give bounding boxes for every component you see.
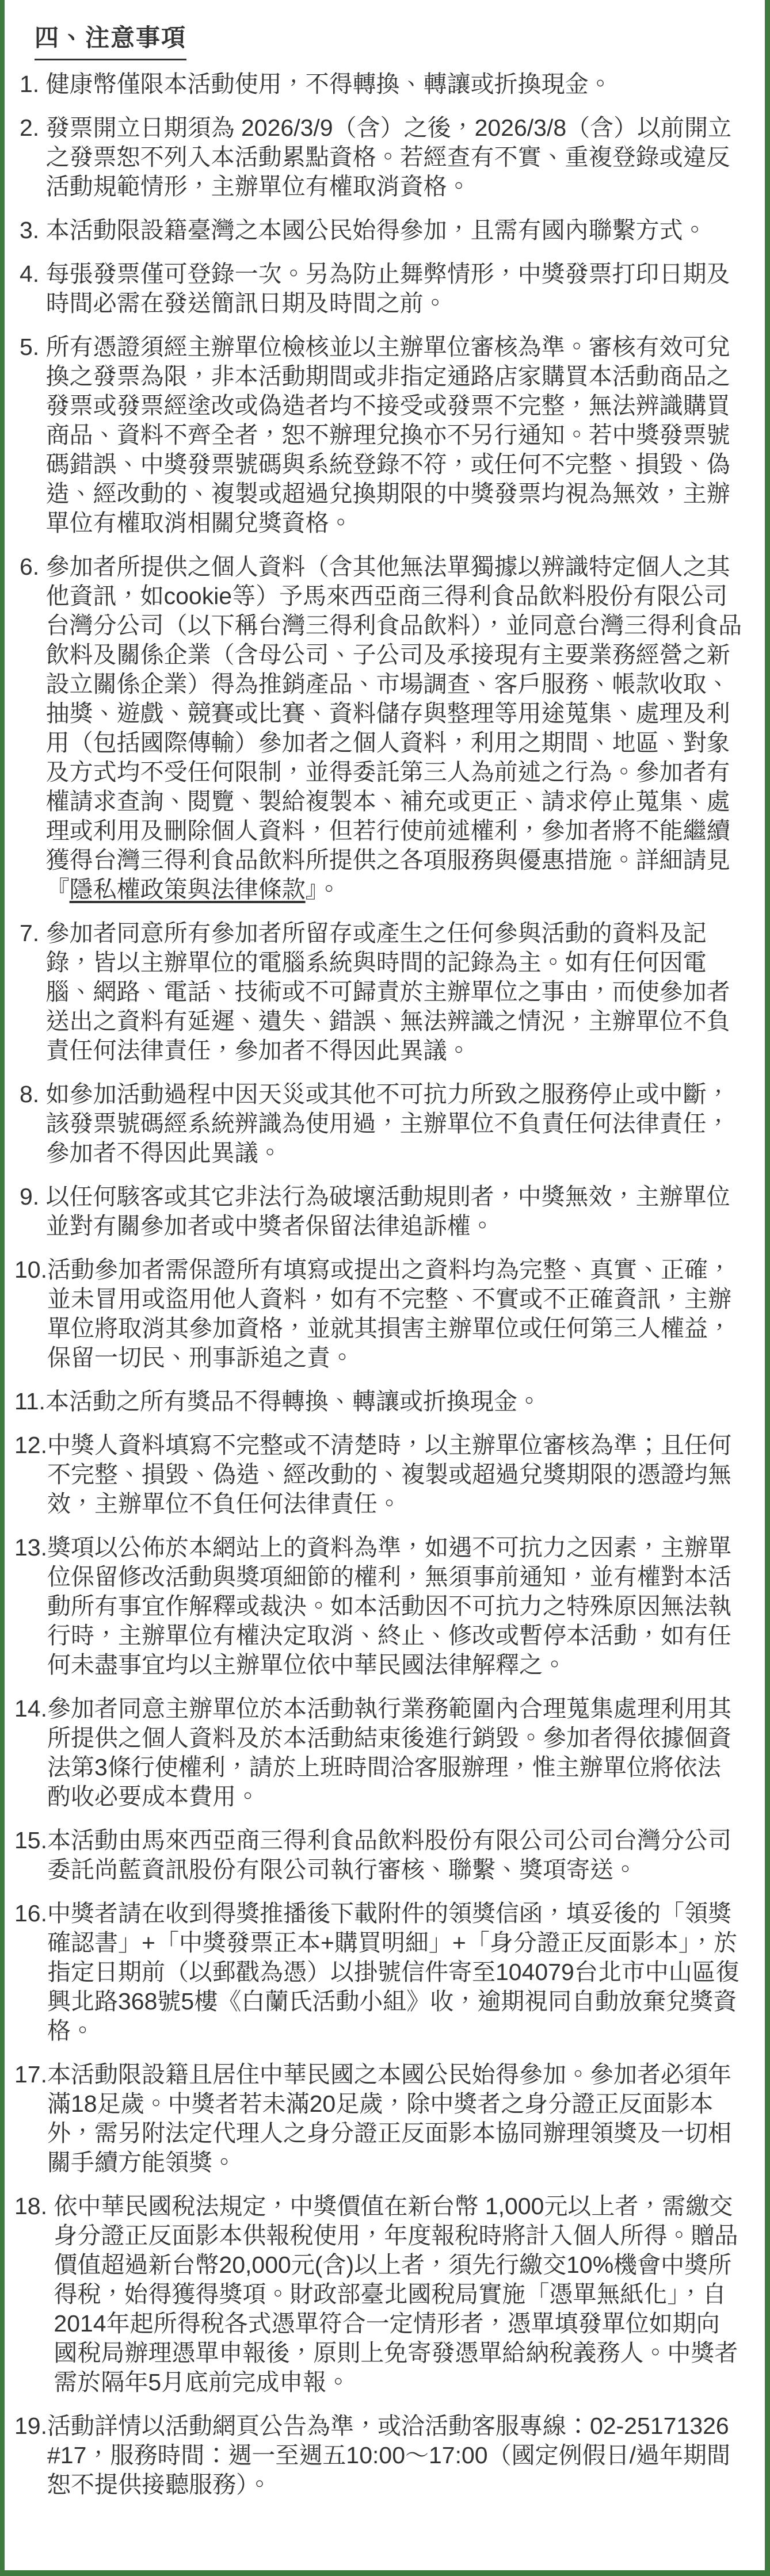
section-title: 四、注意事項 [35, 23, 186, 60]
item-number: 5. [20, 333, 46, 360]
item-text: 參加者同意所有參加者所留存或產生之任何參與活動的資料及記錄，皆以主辦單位的電腦系統與時間的記錄為主。如有任何因電腦、網路、電話、技術或不可歸責於主辦單位之事由，而使參加者送出之資料有延遲、遺失、錯誤、無法辨識之情況，主辦單位不負責任何法律責任，參加者不得因此異議。 [45, 919, 730, 1064]
notice-item-15 [14, 1826, 743, 1885]
item-number: 11. [14, 1388, 45, 1415]
item-number: 13. [14, 1534, 47, 1561]
item-number: 4. [20, 260, 46, 287]
notice-item-17 [14, 2060, 743, 2177]
item-text: 參加者同意主辦單位於本活動執行業務範圍內合理蒐集處理利用其所提供之個人資料及於本活動結束後進行銷毀。參加者得依據個資法第3條行使權利，請於上班時間洽客服辦理，惟主辦單位將依法酌收必要成本費用。 [47, 1695, 731, 1810]
notice-section [5, 0, 765, 2499]
item-text-after-link: 』。 [305, 876, 341, 903]
notice-item-11 [14, 1387, 743, 1416]
item-number: 18. [14, 2192, 54, 2219]
notice-list [14, 70, 743, 2499]
item-text-before-link: 參加者所提供之個人資料（含其他無法單獨據以辨識特定個人之其他資訊，如cookie等）予馬來西亞商三得利食品飲料股份有限公司台灣分公司（以下稱台灣三得利食品飲料），並同意台灣三得利食品飲料及關係企業（含母公司、子公司及承接現有主要業務經營之新設立關係企業）得為推銷產品、市場調查、客戶服務、帳款收取、抽獎、遊戲、競賽或比賽、資料儲存與整理等用途蒐集、處理及利用（包括國際傳輸）參加者之個人資料，利用之期間、地區、對象及方式均不受任何限制，並得委託第三人為前述之行為。參加者有權請求查詢、閱覽、製給複製本、補充或更正、請求停止蒐集、處理或利用及刪除個人資料，但若行使前述權利，參加者將不能繼續獲得台灣三得利食品飲料所提供之各項服務與優惠措施。詳細請見『 [45, 553, 742, 903]
item-number: 12. [14, 1431, 47, 1458]
item-number: 19. [14, 2412, 47, 2439]
notice-item-1 [14, 70, 743, 99]
item-text: 本活動由馬來西亞商三得利食品飲料股份有限公司公司台灣分公司委託尚藍資訊股份有限公司執行審核、聯繫、獎項寄送。 [47, 1826, 731, 1883]
item-number: 10. [14, 1256, 47, 1283]
item-number: 7. [20, 919, 46, 946]
item-number: 3. [20, 216, 46, 243]
notice-item-6 [14, 552, 743, 904]
item-text: 以任何駭客或其它非法行為破壞活動規則者，中獎無效，主辦單位並對有關參加者或中獎者保留法律追訴權。 [45, 1183, 730, 1239]
notice-item-14 [14, 1694, 743, 1811]
notice-item-3 [14, 216, 743, 245]
item-text: 發票開立日期須為 2026/3/9（含）之後，2026/3/8（含）以前開立之發票恕不列入本活動累點資格。若經查有不實、重複登錄或違反活動規範情形，主辦單位有權取消資格。 [45, 114, 732, 200]
item-number: 8. [20, 1080, 46, 1107]
item-text: 活動詳情以活動網頁公告為準，或洽活動客服專線：02-25171326 #17，服務時間：週一至週五10:00～17:00（國定例假日/過年期間恕不提供接聽服務）。 [47, 2412, 730, 2498]
notice-item-18 [14, 2192, 743, 2397]
notice-item-4 [14, 259, 743, 318]
item-text: 中獎者請在收到得獎推播後下載附件的領獎信函，填妥後的「領獎確認書」+「中獎發票正本+購買明細」+「身分證正反面影本」，於指定日期前（以郵戳為憑）以掛號信件寄至104079台北市中山區復興北路368號5樓《白蘭氏活動小組》收，逾期視同自動放棄兌獎資格。 [47, 1899, 739, 2044]
item-text: 活動參加者需保證所有填寫或提出之資料均為完整、真實、正確，並未冒用或盜用他人資料，如有不完整、不實或不正確資訊，主辦單位將取消其參加資格，並就其損害主辦單位或任何第三人權益，保留一切民、刑事訴追之責。 [47, 1256, 731, 1371]
notice-item-19 [14, 2411, 743, 2499]
item-number: 6. [20, 553, 46, 580]
notice-item-8 [14, 1080, 743, 1168]
item-number: 15. [14, 1826, 47, 1853]
item-text: 如參加活動過程中因天災或其他不可抗力所致之服務停止或中斷，該發票號碼經系統辨識為使用過，主辦單位不負責任何法律責任，參加者不得因此異議。 [45, 1080, 730, 1166]
privacy-policy-link[interactable]: 隱私權政策與法律條款 [69, 876, 306, 903]
item-text: 本活動之所有獎品不得轉換、轉讓或折換現金。 [45, 1388, 541, 1415]
notice-item-12 [14, 1431, 743, 1519]
item-text: 健康幣僅限本活動使用，不得轉換、轉讓或折換現金。 [45, 70, 612, 97]
item-text: 依中華民國稅法規定，中獎價值在新台幣 1,000元以上者，需繳交身分證正反面影本供報稅使用，年度報稅時將計入個人所得。贈品價值超過新台幣20,000元(含)以上者，須先行繳交10%機會中獎所得稅，始得獲得獎項。財政部臺北國稅局實施「憑單無紙化」，自2014年起所得稅各式憑單符合一定情形者，憑單填發單位如期向國稅局辦理憑單申報後，原則上免寄發憑單給納稅義務人。中獎者需於隔年5月底前完成申報。 [54, 2192, 738, 2395]
notice-item-16 [14, 1899, 743, 2046]
item-number: 9. [20, 1183, 46, 1210]
item-number: 1. [20, 70, 46, 97]
item-text [46, 552, 743, 904]
notice-item-5 [14, 332, 743, 538]
notice-item-13 [14, 1533, 743, 1680]
item-text: 每張發票僅可登錄一次。另為防止舞弊情形，中獎發票打印日期及時間必需在發送簡訊日期及時間之前。 [45, 260, 730, 316]
notice-item-2 [14, 113, 743, 201]
item-text: 獎項以公佈於本網站上的資料為準，如遇不可抗力之因素，主辦單位保留修改活動與獎項細節的權利，無須事前通知，並有權對本活動所有事宜作解釋或裁決。如本活動因不可抗力之特殊原因無法執行時，主辦單位有權決定取消、終止、修改或暫停本活動，如有任何未盡事宜均以主辦單位依中華民國法律解釋之。 [47, 1534, 731, 1678]
item-number: 2. [20, 114, 46, 141]
item-text: 本活動限設籍臺灣之本國公民始得參加，且需有國內聯繫方式。 [45, 216, 707, 243]
item-number: 14. [14, 1695, 47, 1722]
item-text: 本活動限設籍且居住中華民國之本國公民始得參加。參加者必須年滿18足歲。中獎者若未滿20足歲，除中獎者之身分證正反面影本外，需另附法定代理人之身分證正反面影本協同辦理領獎及一切相關手續方能領獎。 [47, 2061, 731, 2176]
notice-item-10 [14, 1255, 743, 1373]
item-text: 所有憑證須經主辦單位檢核並以主辦單位審核為準。審核有效可兌換之發票為限，非本活動期間或非指定通路店家購買本活動商品之發票或發票經塗改或偽造者均不接受或發票不完整，無法辨識購買商品、資料不齊全者，恕不辦理兌換亦不另行通知。若中獎發票號碼錯誤、中獎發票號碼與系統登錄不符，或任何不完整、損毀、偽造、經改動的、複製或超過兌換期限的中獎發票均視為無效，主辦單位有權取消相關兌獎資格。 [45, 333, 730, 536]
item-number: 17. [14, 2061, 47, 2088]
notice-item-9 [14, 1182, 743, 1241]
notice-item-7 [14, 919, 743, 1065]
item-number: 16. [14, 1899, 47, 1927]
item-text: 中獎人資料填寫不完整或不清楚時，以主辦單位審核為準；且任何不完整、損毀、偽造、經改動的、複製或超過兌獎期限的憑證均無效，主辦單位不負任何法律責任。 [47, 1431, 731, 1517]
